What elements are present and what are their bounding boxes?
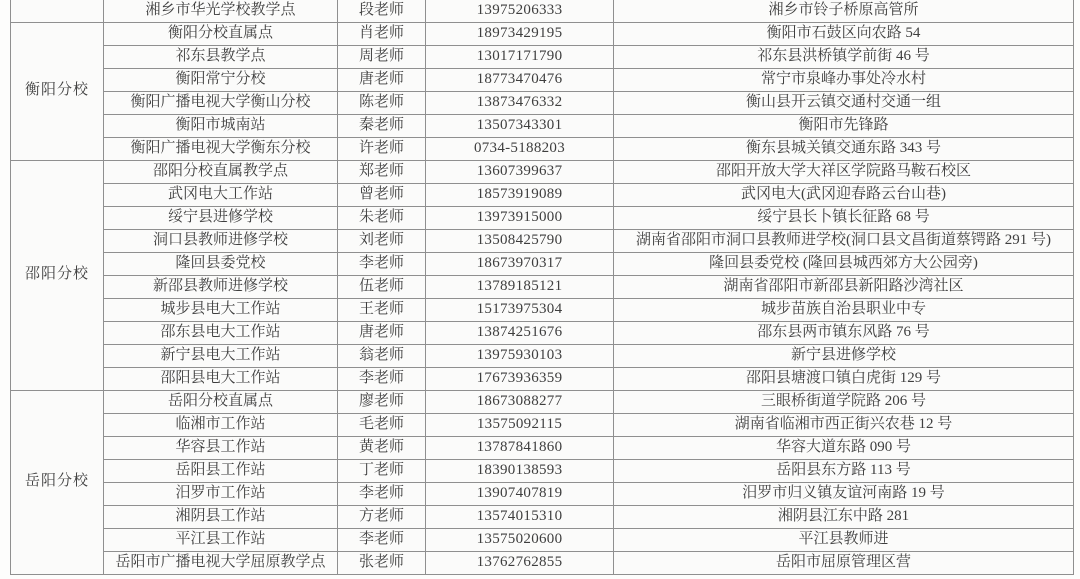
teacher-cell: 段老师 — [338, 0, 426, 22]
table-row — [11, 275, 1074, 298]
teaching-point-cell: 邵阳分校直属教学点 — [104, 160, 338, 183]
address-cell: 邵阳县塘渡口镇白虎街 129 号 — [614, 367, 1074, 390]
table-row — [11, 229, 1074, 252]
table-row — [11, 137, 1074, 160]
address-cell: 衡阳市石鼓区向农路 54 — [614, 22, 1074, 45]
teacher-cell: 翁老师 — [338, 344, 426, 367]
address-cell: 城步苗族自治县职业中专 — [614, 298, 1074, 321]
teacher-cell: 郑老师 — [338, 160, 426, 183]
table-row — [11, 114, 1074, 137]
phone-cell: 18673088277 — [426, 390, 614, 413]
table-row — [11, 68, 1074, 91]
address-cell: 湘阴县江东中路 281 — [614, 505, 1074, 528]
address-cell: 湖南省邵阳市洞口县教师进学校(洞口县文昌街道蔡锷路 291 号) — [614, 229, 1074, 252]
teaching-point-cell: 平江县工作站 — [104, 528, 338, 551]
table-row — [11, 367, 1074, 390]
phone-cell: 13907407819 — [426, 482, 614, 505]
table-row — [11, 505, 1074, 528]
phone-cell: 15173975304 — [426, 298, 614, 321]
address-cell: 衡阳市先锋路 — [614, 114, 1074, 137]
teaching-point-cell: 洞口县教师进修学校 — [104, 229, 338, 252]
table-row — [11, 413, 1074, 436]
address-cell: 湖南省临湘市西正街兴农巷 12 号 — [614, 413, 1074, 436]
teaching-point-cell: 衡阳广播电视大学衡东分校 — [104, 137, 338, 160]
phone-cell: 18773470476 — [426, 68, 614, 91]
teaching-point-cell: 城步县电大工作站 — [104, 298, 338, 321]
phone-cell: 13508425790 — [426, 229, 614, 252]
table-row — [11, 321, 1074, 344]
teaching-point-cell: 隆回县委党校 — [104, 252, 338, 275]
phone-cell: 17673936359 — [426, 367, 614, 390]
address-cell: 华容大道东路 090 号 — [614, 436, 1074, 459]
teacher-cell: 李老师 — [338, 367, 426, 390]
teaching-point-cell: 湘乡市华光学校教学点 — [104, 0, 338, 22]
teacher-cell: 李老师 — [338, 252, 426, 275]
table-row — [11, 390, 1074, 413]
phone-cell: 13507343301 — [426, 114, 614, 137]
table-body — [11, 0, 1074, 574]
teacher-cell: 李老师 — [338, 528, 426, 551]
table-row — [11, 183, 1074, 206]
teaching-point-cell: 绥宁县进修学校 — [104, 206, 338, 229]
teaching-point-cell: 衡阳广播电视大学衡山分校 — [104, 91, 338, 114]
table-row — [11, 459, 1074, 482]
teaching-point-cell: 新宁县电大工作站 — [104, 344, 338, 367]
teacher-cell: 伍老师 — [338, 275, 426, 298]
table-row — [11, 436, 1074, 459]
teaching-point-cell: 岳阳市广播电视大学屈原教学点 — [104, 551, 338, 574]
teacher-cell: 秦老师 — [338, 114, 426, 137]
teacher-cell: 朱老师 — [338, 206, 426, 229]
teacher-cell: 李老师 — [338, 482, 426, 505]
address-cell: 平江县教师进 — [614, 528, 1074, 551]
address-cell: 岳阳市屈原管理区营 — [614, 551, 1074, 574]
phone-cell: 18573919089 — [426, 183, 614, 206]
table-row — [11, 551, 1074, 574]
address-cell: 湖南省邵阳市新邵县新阳路沙湾社区 — [614, 275, 1074, 298]
address-cell: 邵阳开放大学大祥区学院路马鞍石校区 — [614, 160, 1074, 183]
phone-cell: 13873476332 — [426, 91, 614, 114]
phone-cell: 13017171790 — [426, 45, 614, 68]
branch-cell — [11, 0, 104, 22]
table-row — [11, 91, 1074, 114]
phone-cell: 13874251676 — [426, 321, 614, 344]
phone-cell: 13575020600 — [426, 528, 614, 551]
address-cell: 邵东县两市镇东风路 76 号 — [614, 321, 1074, 344]
phone-cell: 13574015310 — [426, 505, 614, 528]
teaching-point-cell: 衡阳市城南站 — [104, 114, 338, 137]
teacher-cell: 周老师 — [338, 45, 426, 68]
table-row — [11, 0, 1074, 22]
teaching-point-cell: 临湘市工作站 — [104, 413, 338, 436]
address-cell: 衡东县城关镇交通东路 343 号 — [614, 137, 1074, 160]
phone-cell: 18673970317 — [426, 252, 614, 275]
phone-cell: 13575092115 — [426, 413, 614, 436]
teacher-cell: 丁老师 — [338, 459, 426, 482]
teacher-cell: 张老师 — [338, 551, 426, 574]
phone-cell: 13975930103 — [426, 344, 614, 367]
teaching-point-cell: 武冈电大工作站 — [104, 183, 338, 206]
teaching-point-cell: 岳阳分校直属点 — [104, 390, 338, 413]
phone-cell: 18973429195 — [426, 22, 614, 45]
address-cell: 新宁县进修学校 — [614, 344, 1074, 367]
teaching-point-cell: 湘阴县工作站 — [104, 505, 338, 528]
phone-cell: 0734-5188203 — [426, 137, 614, 160]
address-cell: 衡山县开云镇交通村交通一组 — [614, 91, 1074, 114]
phone-cell: 18390138593 — [426, 459, 614, 482]
teaching-point-cell: 衡阳常宁分校 — [104, 68, 338, 91]
phone-cell: 13975206333 — [426, 0, 614, 22]
phone-cell: 13607399637 — [426, 160, 614, 183]
teacher-cell: 毛老师 — [338, 413, 426, 436]
address-cell: 三眼桥街道学院路 206 号 — [614, 390, 1074, 413]
table-row — [11, 206, 1074, 229]
branch-cell: 衡阳分校 — [11, 22, 104, 160]
table-row — [11, 298, 1074, 321]
address-cell: 汨罗市归义镇友谊河南路 19 号 — [614, 482, 1074, 505]
table-row — [11, 482, 1074, 505]
address-cell: 湘乡市铃子桥原高管所 — [614, 0, 1074, 22]
phone-cell: 13789185121 — [426, 275, 614, 298]
teaching-point-cell: 邵阳县电大工作站 — [104, 367, 338, 390]
table-row — [11, 528, 1074, 551]
table-row — [11, 45, 1074, 68]
table-row — [11, 252, 1074, 275]
teacher-cell: 肖老师 — [338, 22, 426, 45]
branch-cell: 邵阳分校 — [11, 160, 104, 390]
address-cell: 祁东县洪桥镇学前街 46 号 — [614, 45, 1074, 68]
teaching-point-cell: 新邵县教师进修学校 — [104, 275, 338, 298]
teaching-point-cell: 汨罗市工作站 — [104, 482, 338, 505]
address-cell: 绥宁县长卜镇长征路 68 号 — [614, 206, 1074, 229]
teacher-cell: 刘老师 — [338, 229, 426, 252]
teacher-cell: 曾老师 — [338, 183, 426, 206]
table-row — [11, 22, 1074, 45]
branch-cell: 岳阳分校 — [11, 390, 104, 574]
teacher-cell: 黄老师 — [338, 436, 426, 459]
teaching-point-cell: 祁东县教学点 — [104, 45, 338, 68]
teaching-point-cell: 邵东县电大工作站 — [104, 321, 338, 344]
teacher-cell: 唐老师 — [338, 321, 426, 344]
phone-cell: 13973915000 — [426, 206, 614, 229]
branch-contact-table — [10, 0, 1074, 575]
teacher-cell: 许老师 — [338, 137, 426, 160]
address-cell: 武冈电大(武冈迎春路云台山巷) — [614, 183, 1074, 206]
table-row — [11, 344, 1074, 367]
phone-cell: 13762762855 — [426, 551, 614, 574]
address-cell: 常宁市泉峰办事处冷水村 — [614, 68, 1074, 91]
teaching-point-cell: 岳阳县工作站 — [104, 459, 338, 482]
teacher-cell: 方老师 — [338, 505, 426, 528]
teacher-cell: 唐老师 — [338, 68, 426, 91]
teaching-point-cell: 华容县工作站 — [104, 436, 338, 459]
teacher-cell: 陈老师 — [338, 91, 426, 114]
phone-cell: 13787841860 — [426, 436, 614, 459]
table-row — [11, 160, 1074, 183]
teacher-cell: 廖老师 — [338, 390, 426, 413]
address-cell: 岳阳县东方路 113 号 — [614, 459, 1074, 482]
teacher-cell: 王老师 — [338, 298, 426, 321]
teaching-point-cell: 衡阳分校直属点 — [104, 22, 338, 45]
address-cell: 隆回县委党校 (隆回县城西郊方大公园旁) — [614, 252, 1074, 275]
